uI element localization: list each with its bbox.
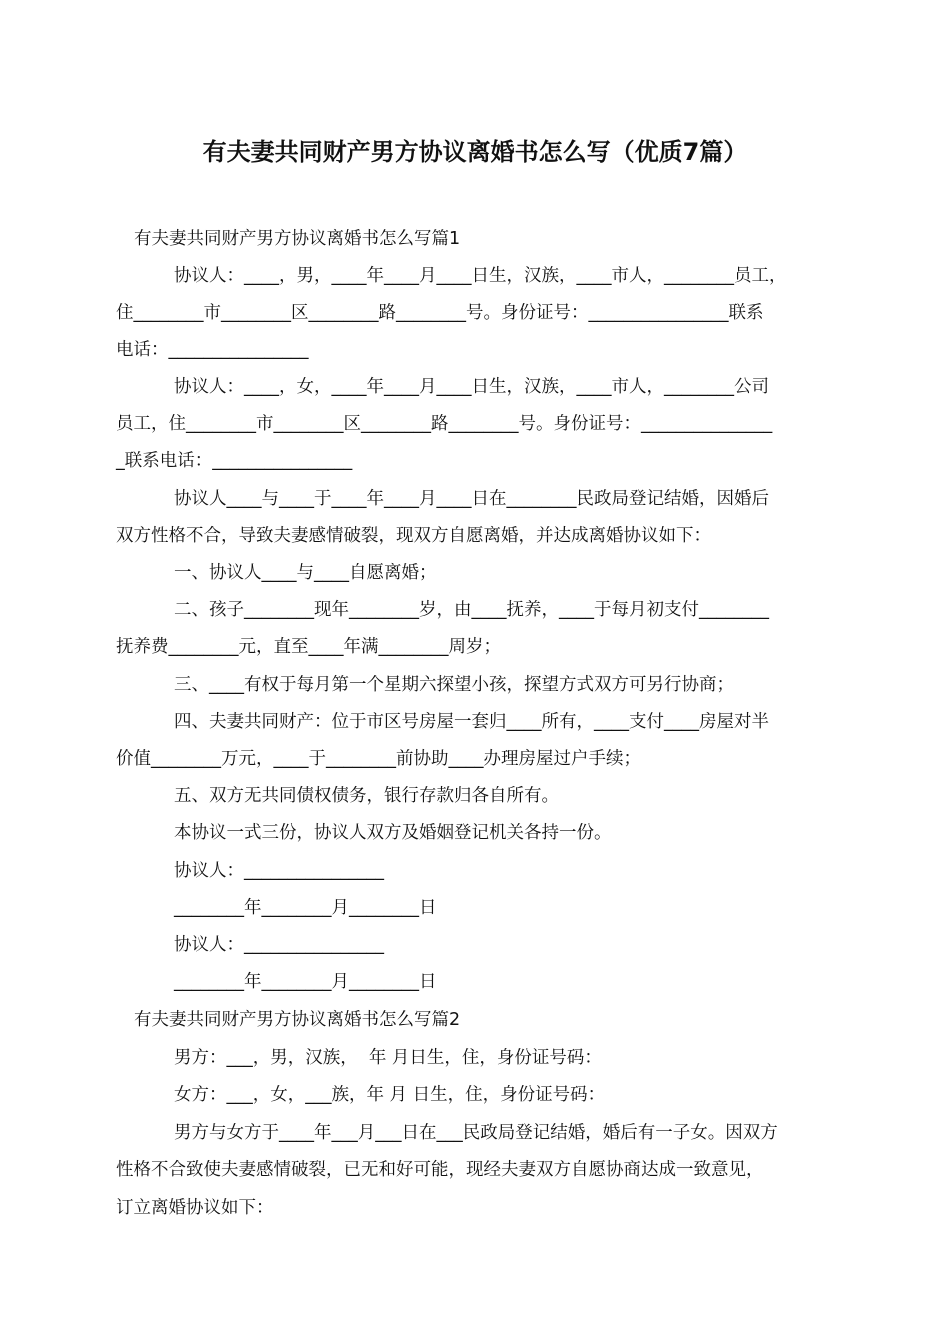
paragraph-line: 住________市________区________路________号。身份证号：________________联系 (116, 303, 764, 323)
signature-line: 协议人：________________ (174, 935, 384, 955)
paragraph-line: 女方：___，女，___族，年 月 日生，住，身份证号码： (174, 1085, 606, 1105)
paragraph-line: 男方与女方于____年___月___日在___民政局登记结婚，婚后有一子女。因双方 (174, 1123, 778, 1143)
paragraph-line: 男方：___，男，汉族， 年 月日生，住，身份证号码： (174, 1048, 602, 1068)
clause-line: 一、协议人____与____自愿离婚； (174, 563, 437, 583)
paragraph-line: 员工，住________市________区________路________号。身份证号：_______________ (116, 414, 773, 434)
paragraph-line: 双方性格不合，导致夫妻感情破裂，现双方自愿离婚，并达成离婚协议如下： (116, 526, 711, 546)
signature-line: 协议人：________________ (174, 861, 384, 881)
document-title: 有夫妻共同财产男方协议离婚书怎么写（优质7篇） (202, 138, 748, 166)
section-heading-1: 有夫妻共同财产男方协议离婚书怎么写篇1 (134, 229, 461, 249)
paragraph-line: 电话：________________ (116, 340, 309, 360)
paragraph-line: 协议人：____，女，____年____月____日生，汉族，____市人，________公司 (174, 377, 769, 397)
clause-line: 三、____有权于每月第一个星期六探望小孩，探望方式双方可另行协商； (174, 675, 734, 695)
paragraph-line: 协议人____与____于____年____月____日在________民政局登记结婚，因婚后 (174, 489, 769, 509)
clause-line: 四、夫妻共同财产：位于市区号房屋一套归____所有，____支付____房屋对半 (174, 712, 769, 732)
clause-line: 二、孩子________现年________岁，由____抚养，____于每月初支付________ (174, 600, 769, 620)
section-heading-2: 有夫妻共同财产男方协议离婚书怎么写篇2 (134, 1010, 461, 1030)
paragraph-line: _联系电话：________________ (116, 451, 353, 471)
date-line: ________年________月________日 (174, 972, 437, 992)
paragraph-line: 协议人：____，男，____年____月____日生，汉族，____市人，________员工， (174, 266, 787, 286)
paragraph-line: 性格不合致使夫妻感情破裂，已无和好可能，现经夫妻双方自愿协商达成一致意见， (116, 1160, 764, 1180)
date-line: ________年________月________日 (174, 898, 437, 918)
paragraph-line: 订立离婚协议如下： (116, 1198, 274, 1218)
clause-line: 抚养费________元，直至____年满________周岁； (116, 637, 501, 657)
paragraph-line: 本协议一式三份，协议人双方及婚姻登记机关各持一份。 (174, 823, 612, 843)
clause-line: 五、双方无共同债权债务，银行存款归各自所有。 (174, 786, 559, 806)
clause-line: 价值________万元，____于________前协助____办理房屋过户手续； (116, 749, 641, 769)
